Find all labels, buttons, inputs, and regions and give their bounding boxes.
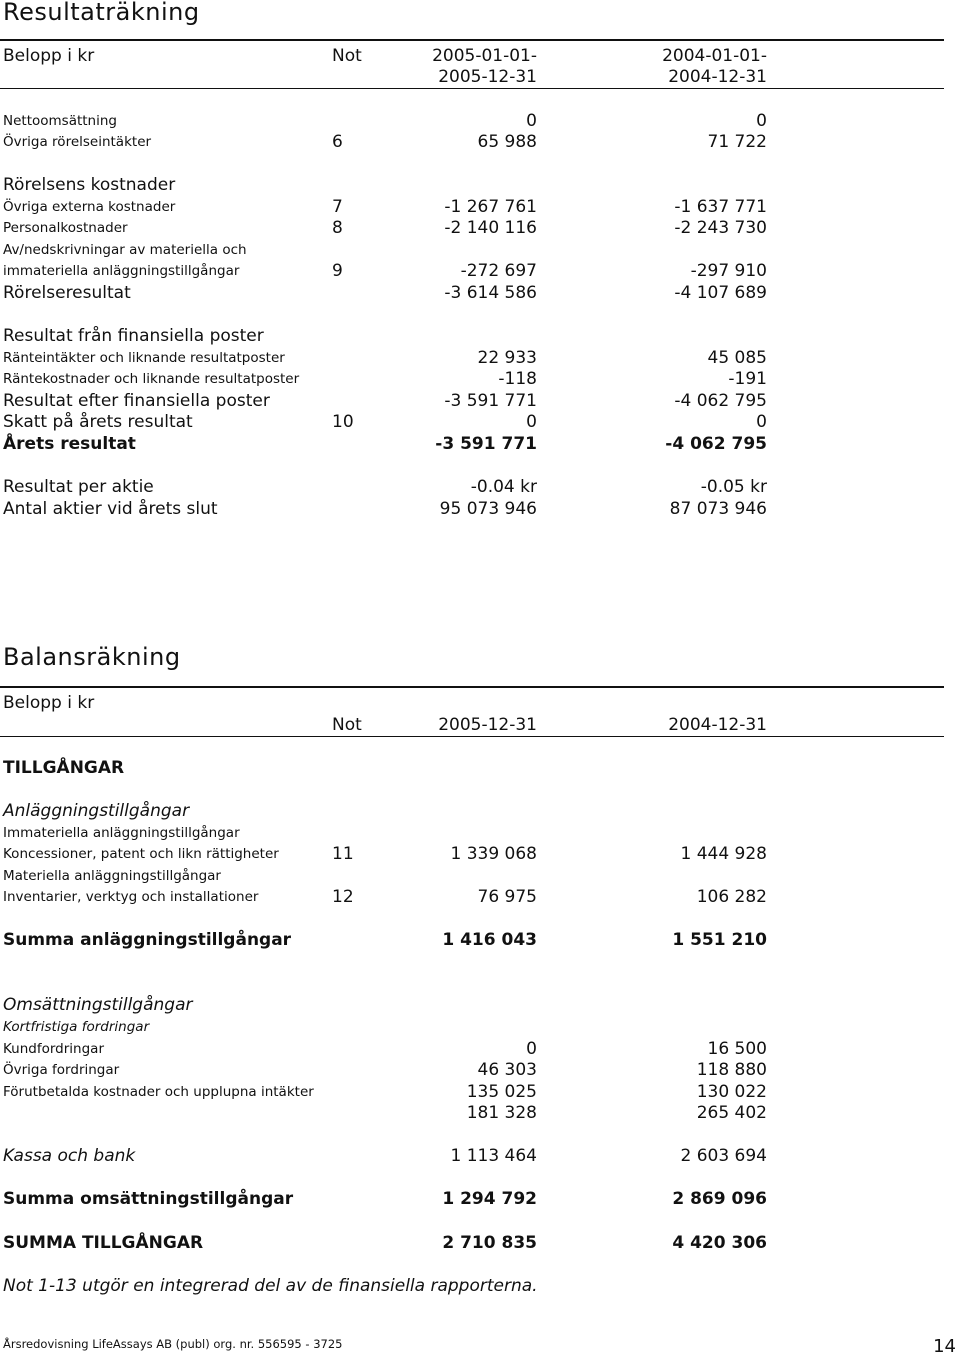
- row-value-2004: -2 243 730: [674, 218, 767, 238]
- row-value-2005: -0.04 kr: [470, 477, 537, 497]
- row-label: Summa anläggningstillgångar: [3, 930, 292, 950]
- row-label: Årets resultat: [3, 434, 136, 454]
- row-label: Inventarier, verktyg och installationer: [3, 889, 259, 905]
- income-header-bottom-rule: [0, 88, 944, 89]
- row-label: immateriella anläggningstillgångar: [3, 263, 240, 279]
- row-note: 12: [332, 887, 354, 907]
- balance-header-col1: 2005-12-31: [438, 715, 537, 735]
- row-note: 6: [332, 132, 343, 152]
- row-note: 9: [332, 261, 343, 281]
- footer-text: Årsredovisning LifeAssays AB (publ) org. nr. 556595 - 3725: [3, 1337, 343, 1351]
- row-value-2004: 4 420 306: [672, 1233, 767, 1253]
- row-label: Koncessioner, patent och likn rättigheter: [3, 846, 279, 862]
- table-row: [3, 260, 947, 282]
- table-row-grand-total: [3, 1232, 947, 1254]
- row-value-2004: -297 910: [690, 261, 767, 281]
- table-row: [3, 1081, 947, 1103]
- table-row: [3, 282, 947, 304]
- row-value-2004: 106 282: [696, 887, 767, 907]
- row-label: Ränteintäkter och liknande resultatposter: [3, 350, 285, 366]
- row-value-2005: -1 267 761: [444, 197, 537, 217]
- row-note: 10: [332, 412, 354, 432]
- income-header-row-2: [3, 66, 947, 88]
- table-row: [3, 1016, 947, 1038]
- row-value-2005: 2 710 835: [442, 1233, 537, 1253]
- table-row: [3, 757, 947, 779]
- row-value-2004: 2 603 694: [680, 1146, 767, 1166]
- row-label: Materiella anläggningstillgångar: [3, 868, 221, 884]
- row-label: Omsättningstillgångar: [3, 995, 193, 1015]
- row-value-2005: -272 697: [460, 261, 537, 281]
- row-label: Rörelseresultat: [3, 283, 131, 303]
- row-value-2005: 135 025: [466, 1082, 537, 1102]
- row-value-2005: -3 591 771: [444, 391, 537, 411]
- income-header-col1-line2: 2005-12-31: [438, 67, 537, 87]
- balance-sheet-title: Balansräkning: [3, 643, 181, 671]
- income-header-not: Not: [332, 46, 362, 66]
- row-note: 7: [332, 197, 343, 217]
- income-statement-title: Resultaträkning: [3, 0, 200, 26]
- row-value-2004: -0.05 kr: [700, 477, 767, 497]
- balance-header-row: [3, 692, 947, 714]
- row-value-2004: 45 085: [707, 348, 767, 368]
- balance-header-row-2: [3, 714, 947, 736]
- row-value-2004: 16 500: [707, 1039, 767, 1059]
- row-label: Rörelsens kostnader: [3, 175, 176, 195]
- row-value-2004: 265 402: [696, 1103, 767, 1123]
- row-value-2005: 46 303: [477, 1060, 537, 1080]
- row-value-2005: 181 328: [466, 1103, 537, 1123]
- row-note: 11: [332, 844, 354, 864]
- row-value-2005: -2 140 116: [444, 218, 537, 238]
- income-header-col2-line1: 2004-01-01-: [662, 46, 767, 66]
- row-value-2005: 0: [526, 412, 537, 432]
- table-row: [3, 498, 947, 520]
- row-value-2005: 0: [526, 111, 537, 131]
- table-row: [3, 217, 947, 239]
- row-label: Övriga fordringar: [3, 1062, 120, 1078]
- row-label: Anläggningstillgångar: [3, 801, 190, 821]
- row-label: Nettoomsättning: [3, 113, 117, 129]
- row-value-2005: -118: [498, 369, 537, 389]
- income-header-top-rule: [0, 39, 944, 41]
- income-header-col1-line1: 2005-01-01-: [432, 46, 537, 66]
- row-value-2004: -4 062 795: [665, 434, 767, 454]
- row-value-2004: 118 880: [696, 1060, 767, 1080]
- table-row: [3, 476, 947, 498]
- balance-header-not: Not: [332, 715, 362, 735]
- row-value-2005: 0: [526, 1039, 537, 1059]
- row-value-2005: 1 416 043: [442, 930, 537, 950]
- page-number: 14: [933, 1336, 956, 1357]
- table-row: [3, 110, 947, 132]
- row-note: 8: [332, 218, 343, 238]
- row-label: Antal aktier vid årets slut: [3, 499, 218, 519]
- table-row: [3, 411, 947, 433]
- row-label: Kortfristiga fordringar: [3, 1019, 150, 1035]
- table-row: [3, 886, 947, 908]
- row-label: Av/nedskrivningar av materiella och: [3, 242, 247, 258]
- row-label: Räntekostnader och liknande resultatposter: [3, 371, 300, 387]
- table-row: [3, 822, 947, 844]
- row-label: Förutbetalda kostnader och upplupna intäkter: [3, 1084, 314, 1100]
- row-value-2005: -3 591 771: [435, 434, 537, 454]
- row-value-2005: -3 614 586: [444, 283, 537, 303]
- table-row: [3, 865, 947, 887]
- row-value-2005: 1 294 792: [442, 1189, 537, 1209]
- row-label: Resultat per aktie: [3, 477, 154, 497]
- table-row: [3, 325, 947, 347]
- table-row-total: [3, 929, 947, 951]
- row-label: Immateriella anläggningstillgångar: [3, 825, 240, 841]
- table-row: [3, 239, 947, 261]
- table-row: [3, 174, 947, 196]
- financial-note-row: [3, 1275, 947, 1297]
- table-row: [3, 1059, 947, 1081]
- balance-header-col2: 2004-12-31: [668, 715, 767, 735]
- row-value-2004: 2 869 096: [672, 1189, 767, 1209]
- row-label: Skatt på årets resultat: [3, 412, 193, 432]
- row-label: TILLGÅNGAR: [3, 758, 125, 778]
- row-label: Övriga rörelseintäkter: [3, 134, 152, 150]
- row-value-2005: 95 073 946: [439, 499, 537, 519]
- table-row: [3, 1038, 947, 1060]
- row-label: Summa omsättningstillgångar: [3, 1189, 294, 1209]
- row-label: Kundfordringar: [3, 1041, 105, 1057]
- income-header-col2-line2: 2004-12-31: [668, 67, 767, 87]
- row-value-2004: 71 722: [707, 132, 767, 152]
- row-label: Resultat efter finansiella poster: [3, 391, 270, 411]
- balance-header-label: Belopp i kr: [3, 693, 95, 713]
- income-header-row: [3, 45, 947, 67]
- table-row: [3, 1145, 947, 1167]
- row-label: Personalkostnader: [3, 220, 128, 236]
- table-row: [3, 390, 947, 412]
- table-row: [3, 347, 947, 369]
- row-value-2005: 22 933: [477, 348, 537, 368]
- table-row: [3, 368, 947, 390]
- balance-header-bottom-rule: [0, 736, 944, 737]
- income-header-label: Belopp i kr: [3, 46, 95, 66]
- table-row-total: [3, 433, 947, 455]
- row-value-2005: 76 975: [477, 887, 537, 907]
- row-value-2004: 130 022: [696, 1082, 767, 1102]
- row-label: SUMMA TILLGÅNGAR: [3, 1233, 204, 1253]
- row-label: Övriga externa kostnader: [3, 199, 176, 215]
- row-value-2004: -191: [728, 369, 767, 389]
- table-row-total: [3, 1188, 947, 1210]
- table-row: [3, 994, 947, 1016]
- row-value-2004: -1 637 771: [674, 197, 767, 217]
- row-value-2005: 1 339 068: [450, 844, 537, 864]
- row-value-2005: 1 113 464: [450, 1146, 537, 1166]
- balance-header-top-rule: [0, 686, 944, 688]
- financial-statements-note: Not 1-13 utgör en integrerad del av de finansiella rapporterna.: [3, 1276, 538, 1296]
- table-row-subtotal: [3, 1102, 947, 1124]
- row-label: Resultat från finansiella poster: [3, 326, 264, 346]
- table-row: [3, 196, 947, 218]
- row-value-2004: 1 551 210: [672, 930, 767, 950]
- row-value-2005: 65 988: [477, 132, 537, 152]
- row-label: Kassa och bank: [3, 1146, 136, 1166]
- table-row: [3, 843, 947, 865]
- row-value-2004: 87 073 946: [669, 499, 767, 519]
- row-value-2004: 0: [756, 111, 767, 131]
- row-value-2004: -4 062 795: [674, 391, 767, 411]
- table-row: [3, 800, 947, 822]
- table-row: [3, 131, 947, 153]
- row-value-2004: 0: [756, 412, 767, 432]
- row-value-2004: 1 444 928: [680, 844, 767, 864]
- row-value-2004: -4 107 689: [674, 283, 767, 303]
